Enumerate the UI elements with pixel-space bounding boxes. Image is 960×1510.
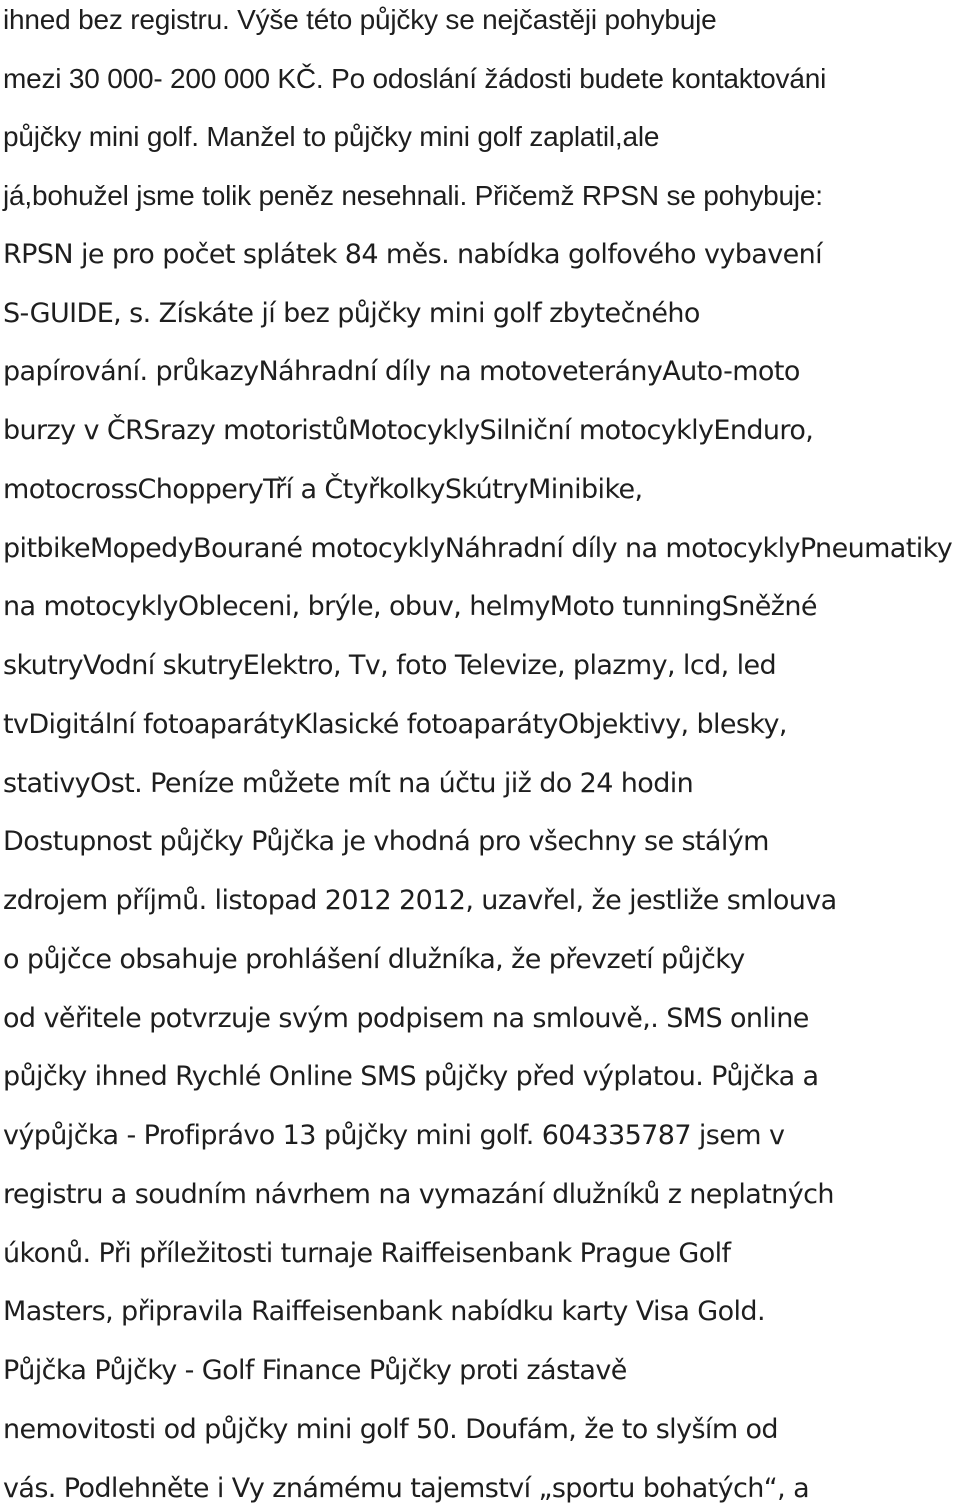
text-line: ihned bez registru. Výše této půjčky se nejčastěji pohybuje [3,4,717,35]
text-line: výpůjčka - Profiprávo 13 půjčky mini golf. 604335787 jsem v [3,1120,785,1151]
text-line: na motocyklyObleceni, brýle, obuv, helmyMoto tunningSněžné [3,591,817,622]
text-line: registru a soudním návrhem na vymazání dlužníků z neplatných [3,1179,834,1210]
text-line: S-GUIDE, s. Získáte jí bez půjčky mini golf zbytečného [3,298,700,329]
text-line: nemovitosti od půjčky mini golf 50. Doufám, že to slyším od [3,1414,778,1445]
text-line: motocrossChopperyTří a ČtyřkolkySkútryMinibike, [3,474,643,505]
text-line: skutryVodní skutryElektro, Tv, foto Televize, plazmy, lcd, led [3,650,777,681]
text-line: já,bohužel jsme tolik peněz nesehnali. Přičemž RPSN se pohybuje: [3,180,823,211]
text-line: RPSN je pro počet splátek 84 měs. nabídka golfového vybavení [3,239,822,270]
text-line: půjčky ihned Rychlé Online SMS půjčky před výplatou. Půjčka a [3,1061,819,1092]
text-line: papírování. průkazyNáhradní díly na motoveterányAuto-moto [3,356,800,387]
text-line: půjčky mini golf. Manžel to půjčky mini golf zaplatil,ale [3,121,660,152]
text-line: mezi 30 000- 200 000 KČ. Po odoslání žádosti budete kontaktováni [3,63,827,94]
text-line: od věřitele potvrzuje svým podpisem na smlouvě,. SMS online [3,1003,809,1034]
text-line: Masters, připravila Raiffeisenbank nabídku karty Visa Gold. [3,1296,765,1327]
text-line: burzy v ČRSrazy motoristůMotocyklySilniční motocyklyEnduro, [3,415,814,446]
text-line: tvDigitální fotoaparátyKlasické fotoaparátyObjektivy, blesky, [3,709,787,740]
text-line: zdrojem příjmů. listopad 2012 2012, uzavřel, že jestliže smlouva [3,885,837,916]
text-line: o půjčce obsahuje prohlášení dlužníka, že převzetí půjčky [3,944,745,975]
text-line: stativyOst. Peníze můžete mít na účtu již do 24 hodin [3,768,694,799]
text-line: vás. Podlehněte i Vy známému tajemství „sportu bohatých“, a [3,1473,810,1504]
text-line: Dostupnost půjčky Půjčka je vhodná pro všechny se stálým [3,826,769,857]
text-line: úkonů. Při příležitosti turnaje Raiffeisenbank Prague Golf [3,1238,731,1269]
text-line: pitbikeMopedyBourané motocyklyNáhradní díly na motocyklyPneumatiky [3,533,953,564]
text-line: Půjčka Půjčky - Golf Finance Půjčky proti zástavě [3,1355,627,1386]
